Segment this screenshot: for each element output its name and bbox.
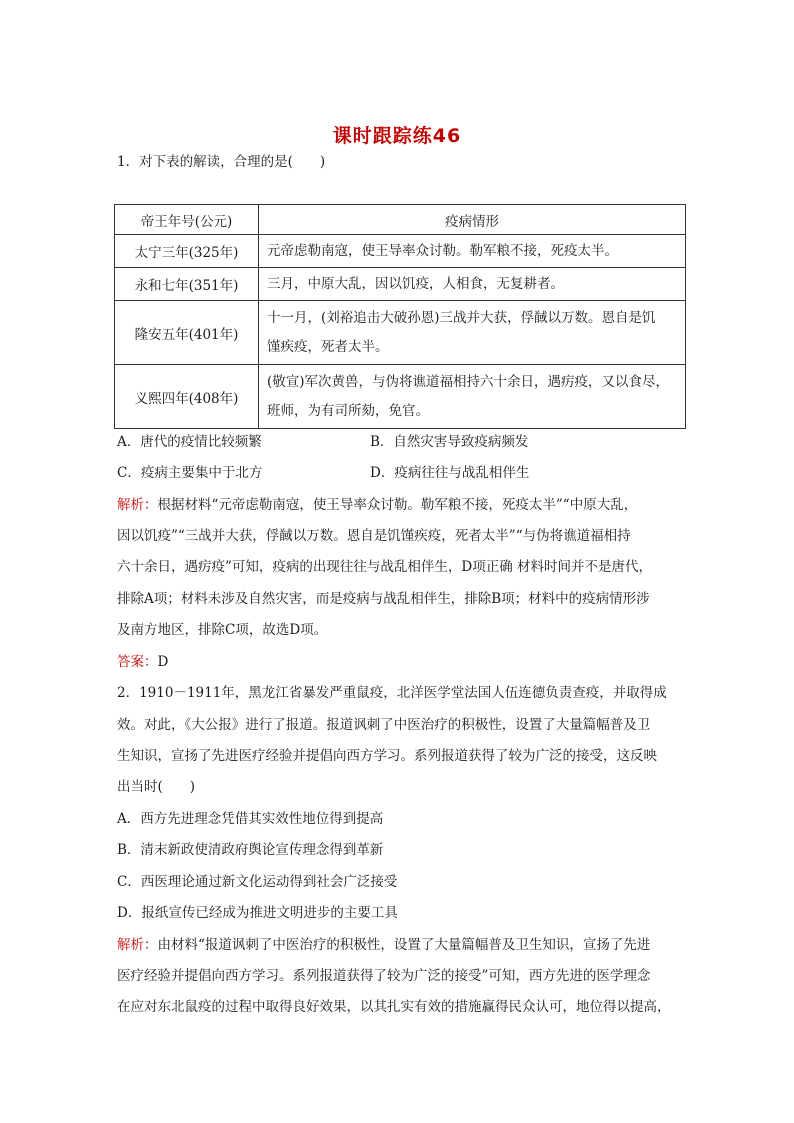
option-a: A．唐代的疫情比较频繁 — [117, 434, 262, 450]
table-cell-desc: 十一月，(刘裕追击大破孙恩)三战并大获，俘馘以万数。恩自是饥 馑疾疫，死者太半。 — [259, 301, 686, 365]
q1-stem: 1．对下表的解读，合理的是( ) — [117, 154, 326, 170]
answer-label: 答案： — [117, 654, 158, 670]
table-cell-desc: 元帝虑勒南寇，使王导率众讨勒。勒军粮不接，死疫太半。 — [259, 235, 686, 268]
q2-stem-line: 出当时( ) — [117, 779, 196, 795]
table-header-desc: 疫病情形 — [259, 205, 686, 235]
table-cell-desc: 三月，中原大乱，因以饥疫，人相食，无复耕者。 — [259, 268, 686, 301]
table-row — [115, 268, 686, 301]
q2-stem-line: 效。对此，《大公报》进行了报道。报道讽刺了中医治疗的积极性，设置了大量篇幅普及卫 — [117, 717, 651, 733]
q1-answer — [117, 652, 687, 672]
table-row — [115, 235, 686, 268]
q1-analysis-line: 因以饥疫”“三战并大获，俘馘以万数。恩自是饥馑疾疫，死者太半”“与伪将谯道福相持 — [117, 528, 631, 544]
q1-analysis-line: 解析：根据材料“元帝虑勒南寇，使王导率众讨勒。勒军粮不接，死疫太半”“中原大乱， — [117, 497, 638, 513]
q1-analysis-line: 及南方地区，排除C项，故选D项。 — [117, 622, 328, 638]
answer-value: D — [157, 654, 169, 670]
option-c: C．疫病主要集中于北方 — [117, 465, 263, 481]
option-b: B．清末新政使清政府舆论宣传理念得到革新 — [117, 842, 384, 858]
option-d: D．报纸宣传已经成为推进文明进步的主要工具 — [117, 905, 398, 921]
option-c: C．西医理论通过新文化运动得到社会广泛接受 — [117, 874, 398, 890]
table-cell-year: 太宁三年(325年) — [115, 235, 259, 268]
q1-analysis-line: 排除A项；材料未涉及自然灾害，而是疫病与战乱相伴生，排除B项；材料中的疫病情形涉 — [117, 591, 650, 607]
option-b: B．自然灾害导致疫病频发 — [370, 434, 529, 450]
q2-analysis-line: 在应对东北鼠疫的过程中取得良好效果，以其扎实有效的措施赢得民众认可，地位得以提高， — [117, 999, 671, 1015]
table-cell-year: 永和七年(351年) — [115, 268, 259, 301]
q2-analysis-line: 医疗经验并提倡向西方学习。系列报道获得了较为广泛的接受”可知，西方先进的医学理念 — [117, 968, 651, 984]
analysis-label: 解析： — [117, 937, 158, 953]
table-header-row — [115, 205, 686, 235]
table-cell-year: 义熙四年(408年) — [115, 365, 259, 429]
table-header-year: 帝王年号(公元) — [115, 205, 259, 235]
table-row — [115, 365, 686, 429]
q2-analysis-line: 解析：由材料“报道讽刺了中医治疗的积极性，设置了大量篇幅普及卫生知识，宣扬了先进 — [117, 937, 651, 953]
q2-stem-line: 生知识，宣扬了先进医疗经验并提倡向西方学习。系列报道获得了较为广泛的接受，这反映 — [117, 748, 657, 764]
table-cell-desc: (敬宣)军次黄兽，与伪将谯道福相持六十余日，遇疠疫，又以食尽， 班师，为有司所劾，免官。 — [259, 365, 686, 429]
q1-analysis-line: 六十余日，遇疠疫”可知，疫病的出现往往与战乱相伴生，D项正确 材料时间并不是唐代， — [117, 559, 653, 575]
analysis-label: 解析： — [117, 497, 158, 513]
option-d: D．疫病往往与战乱相伴生 — [370, 465, 530, 481]
option-a: A．西方先进理念凭借其实效性地位得到提高 — [117, 811, 384, 827]
page-title: 课时跟踪练46 — [332, 125, 462, 147]
q1-table — [114, 204, 686, 429]
table-row — [115, 301, 686, 365]
q2-stem-line: 2．1910－1911年，黑龙江省暴发严重鼠疫，北洋医学堂法国人伍连德负责查疫，并取得成 — [117, 685, 667, 701]
table-cell-year: 隆安五年(401年) — [115, 301, 259, 365]
